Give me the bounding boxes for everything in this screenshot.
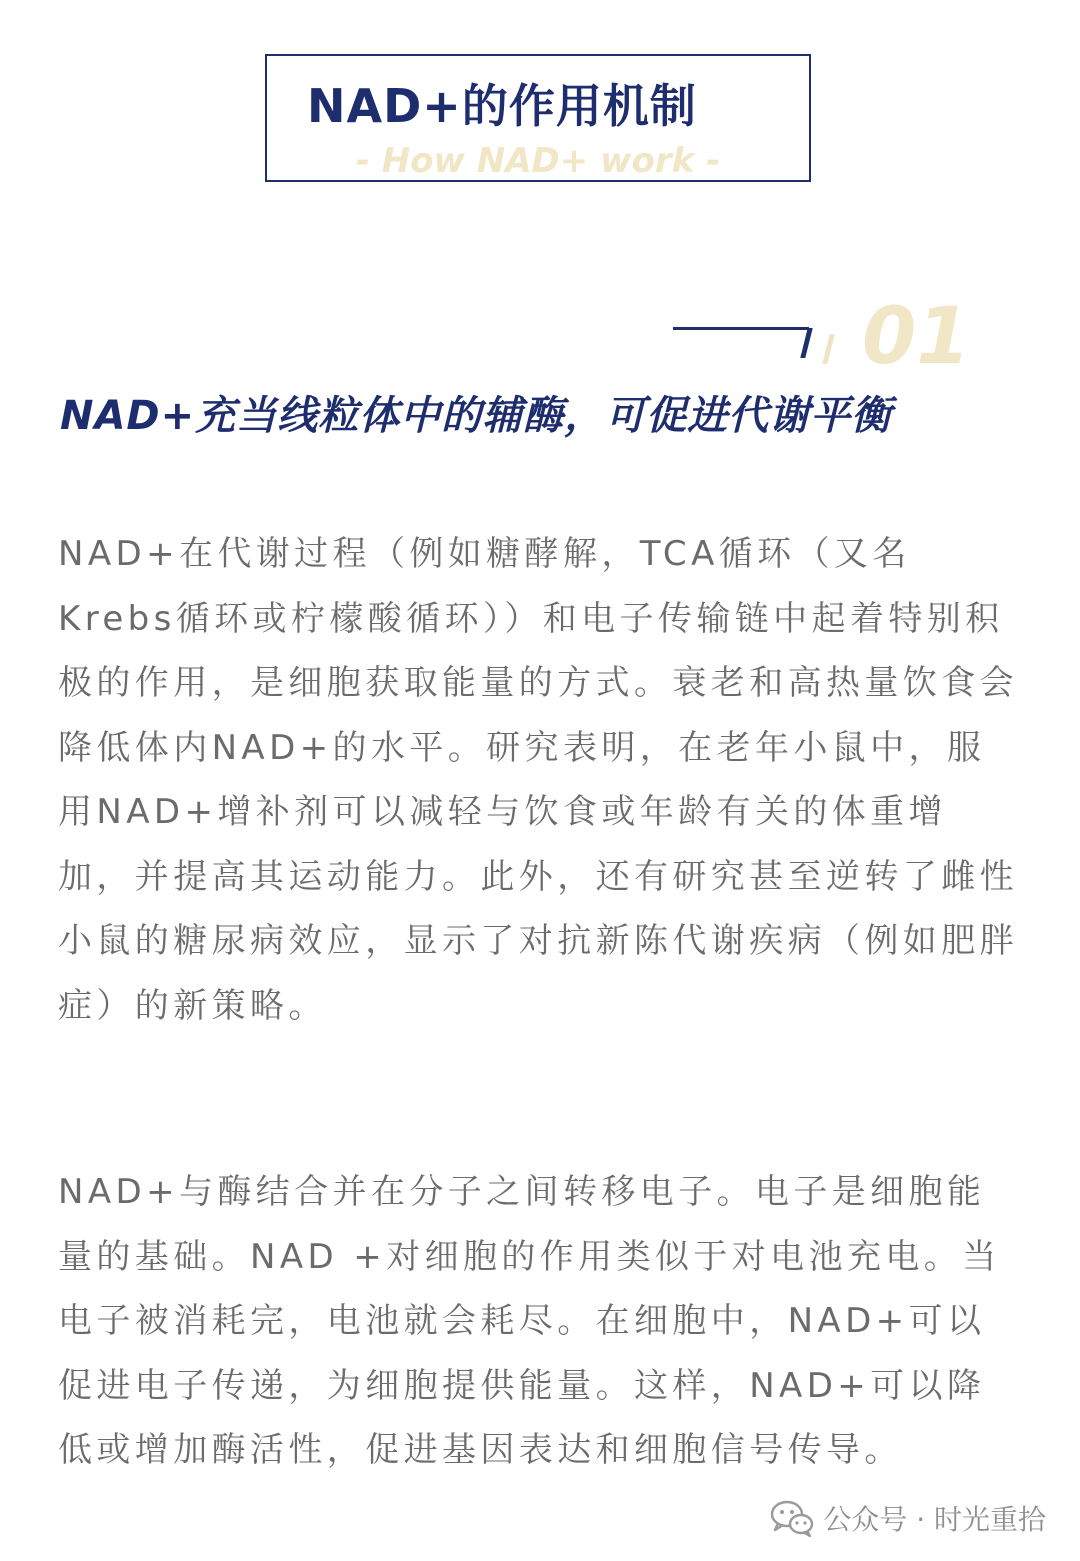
decorative-slash: [800, 328, 812, 358]
page-subtitle: - How NAD+ work -: [355, 141, 721, 181]
body-paragraph: NAD+在代谢过程（例如糖酵解，TCA循环（又名Krebs循环或柠檬酸循环））和电子传输链中起着特别积极的作用，是细胞获取能量的方式。衰老和高热量饮食会降低体内NAD+的水平。研究表明，在老年小鼠中，服用NAD+增补剂可以减轻与饮食或年龄有关的体重增加，并提高其运动能力。此外，还有研究甚至逆转了雌性小鼠的糖尿病效应，显示了对抗新陈代谢疾病（例如肥胖症）的新策略。: [58, 534, 1018, 1026]
wechat-icon: [769, 1498, 815, 1538]
watermark: [769, 1498, 1046, 1538]
section-heading: NAD+充当线粒体中的辅酶，可促进代谢平衡: [60, 393, 893, 439]
body-paragraph: NAD+与酶结合并在分子之间转移电子。电子是细胞能量的基础。NAD +对细胞的作用类似于对电池充电。当电子被消耗完，电池就会耗尽。在细胞中，NAD+可以促进电子传递，为细胞提供能量。这样，NAD+可以降低或增加酶活性，促进基因表达和细胞信号传导。: [58, 1172, 1001, 1470]
page-title: NAD+的作用机制: [307, 79, 697, 133]
section-number: 01: [862, 292, 971, 382]
watermark-text: 公众号 · 时光重拾: [823, 1503, 1046, 1536]
section-number-rule: [673, 327, 809, 330]
title-box: [265, 54, 811, 182]
decorative-slash: [822, 334, 834, 364]
